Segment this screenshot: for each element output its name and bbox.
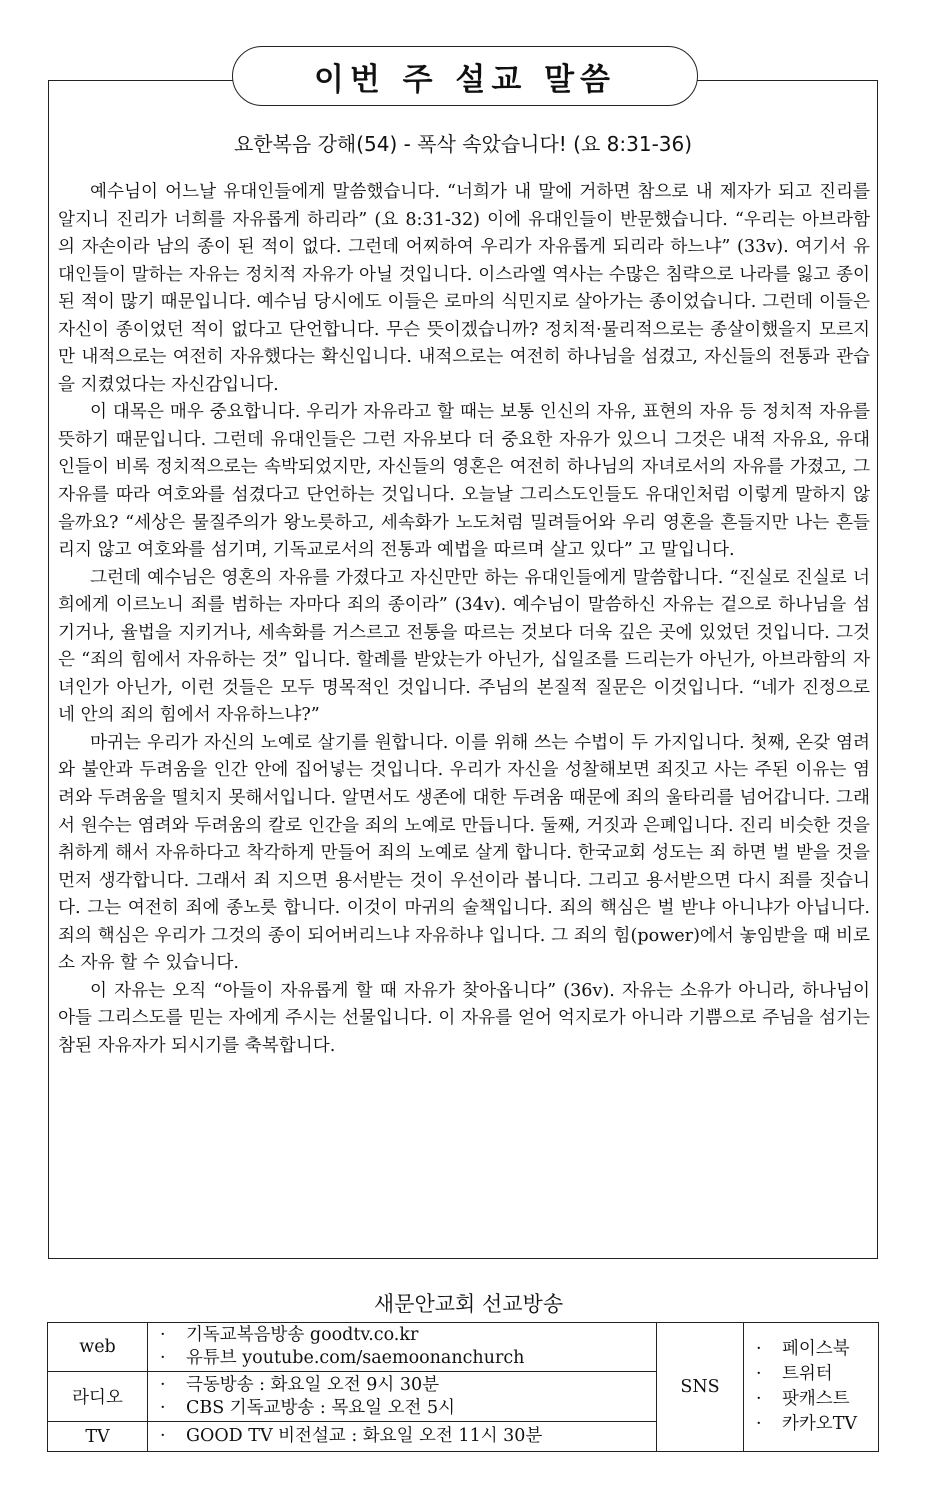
paragraph: 예수님이 어느날 유대인들에게 말씀했습니다. “너희가 내 말에 거하면 참으로 내 제자가 되고 진리를 알지니 진리가 너희를 자유롭게 하리라” (요 8:31-32) 이에 유대인들이 반문했습니다. “우리는 아브라함의 자손이라 남의 종이 된 적이 없다. 그런데 어찌하여 우리가 자유롭게 되리라 하느냐” (33v). 여기서 유대인들이 말하는 자유는 정치적 자유가 아닐 것입니다. 이스라엘 역사는 수많은 침략으로 나라를 잃고 종이 된 적이 많기 때문입니다. 예수님 당시에도 이들은 로마의 식민지로 살아가는 종이었습니다. 그런데 이들은 자신이 종이었던 적이 없다고 단언합니다. 무슨 뜻이겠습니까? 정치적·물리적으로는 종살이했을지 모르지만 내적으로는 여전히 자유했다는 확신입니다. 내적으로는 여전히 하나님을 섬겼고, 자신들의 전통과 관습을 지켰었다는 자신감입니다. xyxy=(58,182,870,395)
paragraph: 그런데 예수님은 영혼의 자유를 가졌다고 자신만만 하는 유대인들에게 말씀합니다. “진실로 진실로 너희에게 이르노니 죄를 범하는 자마다 죄의 종이라” (34v). 예수님이 말씀하신 자유는 겉으로 하나님을 섬기거나, 율법을 지키거나, 세속화를 거스르고 전통을 따르는 것보다 더욱 깊은 곳에 있었던 것입니다. 그것은 “죄의 힘에서 자유하는 것” 입니다. 할례를 받았는가 아닌가, 십일조를 드리는가 아닌가, 아브라함의 자녀인가 아닌가, 이런 것들은 모두 명목적인 것입니다. 주님의 본질적 질문은 이것입니다. “네가 진정으로 네 안의 죄의 힘에서 자유하느냐?” xyxy=(58,567,870,726)
paragraph: 이 자유는 오직 “아들이 자유롭게 할 때 자유가 찾아옵니다” (36v). 자유는 소유가 아니라, 하나님이 아들 그리스도를 믿는 자에게 주시는 선물입니다. 이 자유를 얻어 억지로가 아니라 기쁨으로 주님을 섬기는 참된 자유자가 되시기를 축복합니다. xyxy=(58,980,870,1056)
sns-items xyxy=(744,1323,879,1452)
paragraph: 이 대목은 매우 중요합니다. 우리가 자유라고 할 때는 보통 인신의 자유, 표현의 자유 등 정치적 자유를 뜻하기 때문입니다. 그런데 유대인들은 그런 자유보다 더 중요한 자유가 있으니 그것은 내적 자유요, 유대인들이 비록 정치적으로는 속박되었지만, 자신들의 영혼은 여전히 하나님의 자녀로서의 자유를 가졌고, 그 자유를 따라 여호와를 섬겼다고 단언하는 것입니다. 오늘날 그리스도인들도 유대인처럼 이렇게 말하지 않을까요? “세상은 물질주의가 왕노릇하고, 세속화가 노도처럼 밀려들어와 우리 영혼을 흔들지만 나는 흔들리지 않고 여호와를 섬기며, 기독교로서의 전통과 예법을 따르며 살고 있다” 고 말입니다. xyxy=(58,402,870,561)
list-item: · 카카오TV xyxy=(756,1414,858,1434)
tv-items xyxy=(148,1422,657,1452)
paragraph: 마귀는 우리가 자신의 노예로 살기를 원합니다. 이를 위해 쓰는 수법이 두 가지입니다. 첫째, 온갖 염려와 불안과 두려움을 인간 안에 집어넣는 것입니다. 우리가 자신을 성찰해보면 죄짓고 사는 주된 이유는 염려와 두려움을 떨치지 못해서입니다. 알면서도 생존에 대한 두려움 때문에 죄의 울타리를 넘어갑니다. 그래서 원수는 염려와 두려움의 칼로 인간을 죄의 노예로 만듭니다. 둘째, 거짓과 은폐입니다. 진리 비슷한 것을 취하게 해서 자유하다고 착각하게 만들어 죄의 노예로 살게 합니다. 한국교회 성도는 죄 하면 벌 받을 것을 먼저 생각합니다. 그래서 죄 지으면 용서받는 것이 우선이라 봅니다. 그리고 용서받으면 다시 죄를 짓습니다. 그는 여전히 죄에 종노릇 합니다. 이것이 마귀의 술책입니다. 죄의 핵심은 벌 받냐 아니냐가 아닙니다. 죄의 핵심은 우리가 그것의 종이 되어버리느냐 자유하냐 입니다. 그 죄의 힘(power)에서 놓임받을 때 비로소 자유 할 수 있습니다. xyxy=(58,732,870,974)
list-item[interactable]: · 기독교복음방송 goodtv.co.kr xyxy=(160,1325,419,1345)
list-item: · GOOD TV 비전설교 : 화요일 오전 11시 30분 xyxy=(160,1426,543,1446)
list-item: · 극동방송 : 화요일 오전 9시 30분 xyxy=(160,1374,440,1395)
row-label-tv: TV xyxy=(48,1422,148,1452)
sns-label: SNS xyxy=(657,1323,744,1452)
sermon-title: 요한복음 강해(54) - 폭삭 속았습니다! (요 8:31-36) xyxy=(233,132,693,156)
row-label-radio: 라디오 xyxy=(48,1372,148,1422)
broadcast-title: 새문안교회 선교방송 xyxy=(373,1292,564,1316)
list-item: · 트위터 xyxy=(756,1364,833,1384)
list-item: · CBS 기독교방송 : 목요일 오전 5시 xyxy=(160,1397,456,1418)
list-item: · 페이스북 xyxy=(756,1339,850,1359)
web-items xyxy=(148,1323,657,1372)
sermon-body xyxy=(58,179,870,1061)
row-label-web: web xyxy=(48,1323,148,1372)
table-row xyxy=(48,1323,879,1372)
radio-items xyxy=(148,1372,657,1422)
list-item[interactable]: · 유튜브 youtube.com/saemoonanchurch xyxy=(160,1348,525,1368)
broadcast-table xyxy=(47,1322,879,1452)
list-item: · 팟캐스트 xyxy=(756,1389,850,1409)
title-banner xyxy=(232,46,698,106)
page-title: 이번 주 설교 말씀 xyxy=(314,61,616,98)
